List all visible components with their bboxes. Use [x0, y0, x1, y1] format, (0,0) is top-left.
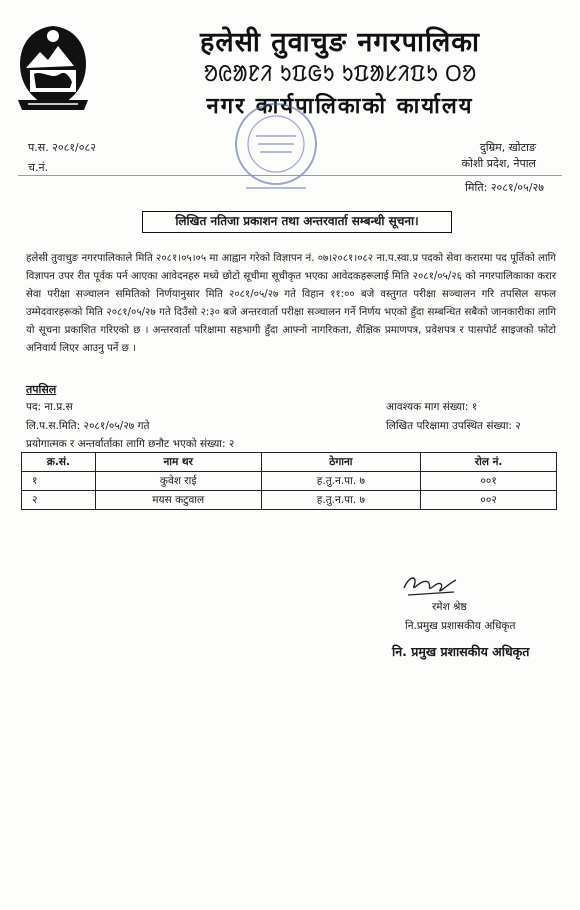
office-name: नगर कार्यपालिकाको कार्यालय [206, 94, 474, 119]
present-count: लिखित परिक्षामा उपस्थित संख्या: २ [386, 420, 521, 432]
col-address: ठेगाना [261, 453, 421, 472]
signatory-post: नि.प्रमुख प्रशासकीय अधिकृत [405, 620, 516, 632]
cell-address: ह.तु.न.पा. ७ [261, 472, 421, 491]
cell-serial: २ [22, 491, 96, 510]
municipality-name-local-script: ᱚᱭᱟᱱᱤ ᱩᱯᱜᱩ ᱩᱯᱟᱥᱤᱯᱩ ᱛᱚ [203, 62, 477, 87]
patra-sankhya: प.स. २०८१/०८२ [28, 141, 96, 154]
exam-date: लि.प.स.मिति: २०८१/०५/२७ गते [26, 420, 150, 432]
office-location: दुम्रिम, खोटाङ [479, 141, 536, 154]
notice-subject: लिखित नतिजा प्रकाशन तथा अन्तरवार्ता सम्बन्धी सूचना। [142, 211, 452, 233]
cell-address: ह.तु.न.पा. ७ [261, 491, 421, 510]
handwritten-signature-icon [400, 568, 460, 602]
signatory-name: रमेश श्रेष्ठ [432, 601, 467, 613]
cell-serial: १ [22, 472, 96, 491]
col-roll: रोल नं. [421, 453, 557, 472]
details-heading: तपसिल [26, 383, 57, 396]
required-count: आवश्यक माग संख्या: १ [386, 401, 478, 413]
notice-date: मिति: २०८१/०५/२७ [465, 181, 544, 194]
cell-roll: ००१ [421, 472, 557, 491]
col-name: नाम थर [95, 453, 261, 472]
results-table [21, 452, 557, 510]
office-province: कोशी प्रदेश, नेपाल [461, 157, 536, 170]
chalani-number: च.नं. [28, 161, 49, 174]
table-row [22, 491, 557, 510]
cell-name: कुवेश राई [95, 472, 261, 491]
col-serial: क्र.सं. [22, 453, 96, 472]
notice-body: हलेसी तुवाचुङ नगरपालिकाले मिति २०८१।०५।०५ मा आह्वान गरेको विज्ञापन नं. ०७।२०८१।०८२ ना.प.स्वा.प्र पदको सेवा करारमा पद पूर्तिको लागि विज्ञापन उपर रीत पूर्वक पर्न आएका आवेदनहरु मध्ये छोटो सूचीमा सूचीकृत भएका आवेदकहरूलाई मिति २०८१/०५/२६ को नगरपालिकाका करार सेवा परीक्षा सञ्चालन समितिको निर्णयानुसार मिति २०८१/०५/२७ गते विहान ११:०० बजे वस्तुगत परीक्षा सञ्चालन गरि तपसिल सफल उम्मेदवारहरूको मिति २०८१/०५/२७ गते दिउँसो २:३० बजे अन्तरवार्ता परीक्षा सञ्चालन गर्ने निर्णय भएको हुँदा सम्बन्धित सबैको जानकारीका लागि यो सूचना प्रकाशित गरिएको छ । अन्तरवार्ता परिक्षामा सहभागी हुँदा आफ्नो नागरिकता, शैक्षिक प्रमाणपत्र, प्रवेशपत्र र पासपोर्ट साइजको फोटो अनिवार्य लिएर आउनु पर्ने छ । [26, 253, 556, 355]
post-label: पद: ना.प्र.स [26, 401, 73, 413]
office-seal-icon [222, 96, 330, 196]
selected-count: प्रयोगात्मक र अन्तर्वार्ताका लागि छनौट भएको संख्या: २ [26, 438, 235, 450]
table-header-row [22, 453, 557, 472]
header-divider [18, 175, 562, 176]
signatory-stamp: नि. प्रमुख प्रशासकीय अधिकृत [392, 644, 530, 659]
cell-roll: ००२ [421, 491, 557, 510]
table-row [22, 472, 557, 491]
municipality-name: हलेसी तुवाचुङ नगरपालिका [199, 27, 480, 58]
cell-name: मयस कटुवाल [95, 491, 261, 510]
nepal-emblem-icon [12, 22, 94, 114]
